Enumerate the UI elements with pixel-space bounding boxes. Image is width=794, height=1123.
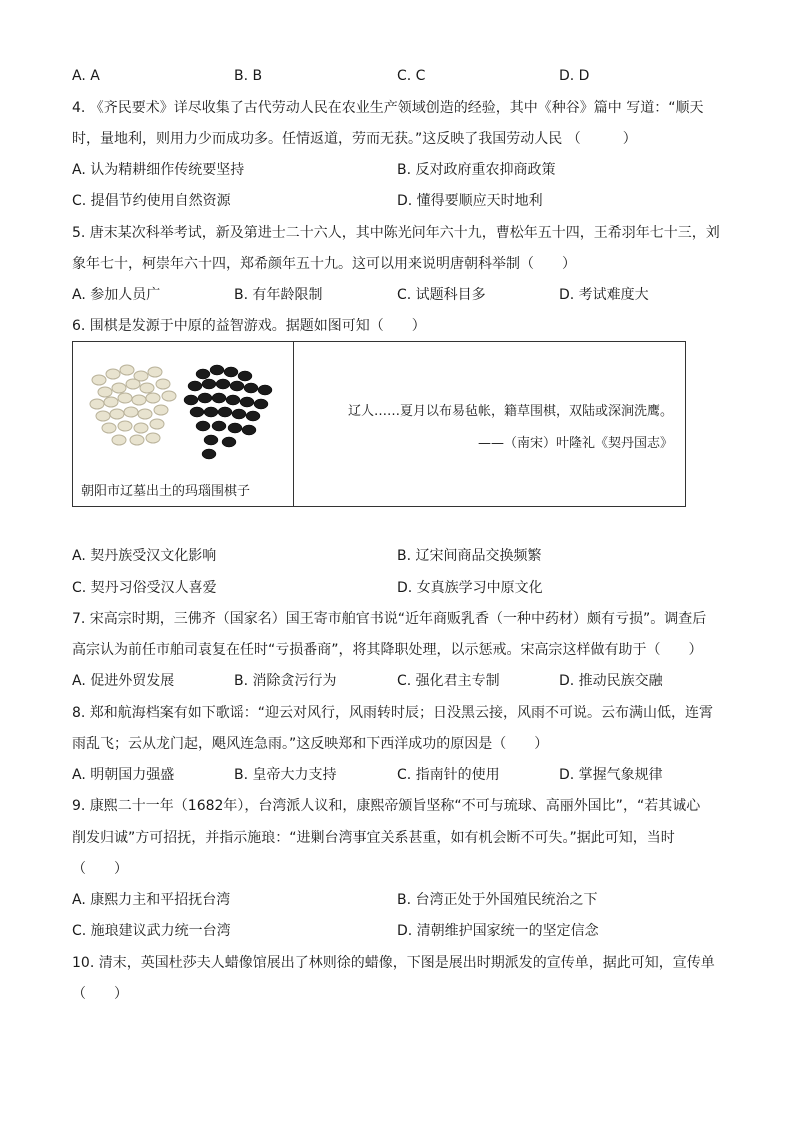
q3-option-c: C. C xyxy=(397,68,426,84)
q6-figure-caption: 朝阳市辽墓出土的玛瑙围棋子 xyxy=(81,484,251,499)
q5-option-c: C. 试题科目多 xyxy=(397,287,486,303)
q6-figure-image-cell xyxy=(73,342,294,506)
q3-option-b: B. B xyxy=(234,68,263,84)
q7-option-b: B. 消除贪污行为 xyxy=(234,673,337,689)
q8-option-a: A. 明朝国力强盛 xyxy=(72,767,175,783)
q3-option-d: D. D xyxy=(559,68,590,84)
q7-option-c: C. 强化君主专制 xyxy=(397,673,500,689)
q9-stem-line-2: 削发归诚”方可招抚，并指示施琅：“进剿台湾事宜关系甚重，如有机会断不可失。”据此可知，当时 xyxy=(72,830,675,846)
q4-stem-line-1: 4. 《齐民要术》详尽收集了古代劳动人民在农业生产领域创造的经验，其中《种谷》篇中 写道：“顺天 xyxy=(72,100,704,116)
q4-option-c: C. 提倡节约使用自然资源 xyxy=(72,193,231,209)
q4-option-d: D. 懂得要顺应天时地利 xyxy=(397,193,543,209)
q7-option-a: A. 促进外贸发展 xyxy=(72,673,175,689)
q6-figure-table xyxy=(72,341,686,507)
q5-option-a: A. 参加人员广 xyxy=(72,287,161,303)
q6-option-c: C. 契丹习俗受汉人喜爱 xyxy=(72,580,217,596)
q8-option-d: D. 掌握气象规律 xyxy=(559,767,663,783)
q9-stem-line-3: （ ） xyxy=(72,861,128,877)
q6-option-b: B. 辽宋间商品交换频繁 xyxy=(397,548,542,564)
q7-stem-line-1: 7. 宋高宗时期，三佛齐（国家名）国王寄市舶官书说“近年商贩乳香（一种中药材）颇有亏损”。调查后 xyxy=(72,611,707,627)
q6-quote-source: ——（南宋）叶隆礼《契丹国志》 xyxy=(477,436,673,451)
q5-stem-line-2: 象年七十，柯崇年六十四，郑希颜年五十九。这可以用来说明唐朝科举制（ ） xyxy=(72,256,576,272)
q7-stem-line-2: 高宗认为前任市舶司袁复在任时“亏损番商”，将其降职处理，以示惩戒。宋高宗这样做有助于（ ） xyxy=(72,642,703,658)
q9-option-c: C. 施琅建议武力统一台湾 xyxy=(72,923,231,939)
q6-option-a: A. 契丹族受汉文化影响 xyxy=(72,548,217,564)
q7-option-d: D. 推动民族交融 xyxy=(559,673,663,689)
q8-stem-line-1: 8. 郑和航海档案有如下歌谣：“迎云对风行，风雨转时辰；日没黑云接，风雨不可说。云布满山低，连霄 xyxy=(72,705,714,721)
q9-option-b: B. 台湾正处于外国殖民统治之下 xyxy=(397,892,598,908)
agate-go-stones-image xyxy=(79,346,287,474)
q4-option-b: B. 反对政府重农抑商政策 xyxy=(397,162,556,178)
q9-option-d: D. 清朝维护国家统一的坚定信念 xyxy=(397,923,599,939)
q9-stem-line-1: 9. 康熙二十一年（1682年），台湾派人议和，康熙帝颁旨坚称“不可与琉球、高丽外国比”，“若其诚心 xyxy=(72,798,701,814)
q3-option-a: A. A xyxy=(72,68,100,84)
q10-stem-line-1: 10. 清末，英国杜莎夫人蜡像馆展出了林则徐的蜡像，下图是展出时期派发的宣传单，据此可知，宣传单 xyxy=(72,955,715,971)
q5-stem-line-1: 5. 唐末某次科举考试，新及第进士二十六人，其中陈光问年六十九，曹松年五十四，王希羽年七十三，刘 xyxy=(72,225,720,241)
q4-stem-line-2: 时，量地利，则用力少而成功多。任情返道，劳而无获。”这反映了我国劳动人民 （ ） xyxy=(72,131,637,147)
q9-option-a: A. 康熙力主和平招抚台湾 xyxy=(72,892,231,908)
q5-option-b: B. 有年龄限制 xyxy=(234,287,323,303)
q6-option-d: D. 女真族学习中原文化 xyxy=(397,580,543,596)
q5-option-d: D. 考试难度大 xyxy=(559,287,649,303)
q4-option-a: A. 认为精耕细作传统要坚持 xyxy=(72,162,245,178)
q8-option-c: C. 指南针的使用 xyxy=(397,767,500,783)
q8-stem-line-2: 雨乱飞；云从龙门起，飓风连急雨。”这反映郑和下西洋成功的原因是（ ） xyxy=(72,736,549,752)
q6-stem-line: 6. 围棋是发源于中原的益智游戏。据题如图可知（ ） xyxy=(72,318,426,334)
q6-quote: 辽人……夏月以布易毡帐，籍草围棋，双陆或深涧洗鹰。 xyxy=(347,404,673,419)
q8-option-b: B. 皇帝大力支持 xyxy=(234,767,337,783)
q10-stem-line-2: （ ） xyxy=(72,986,128,1002)
